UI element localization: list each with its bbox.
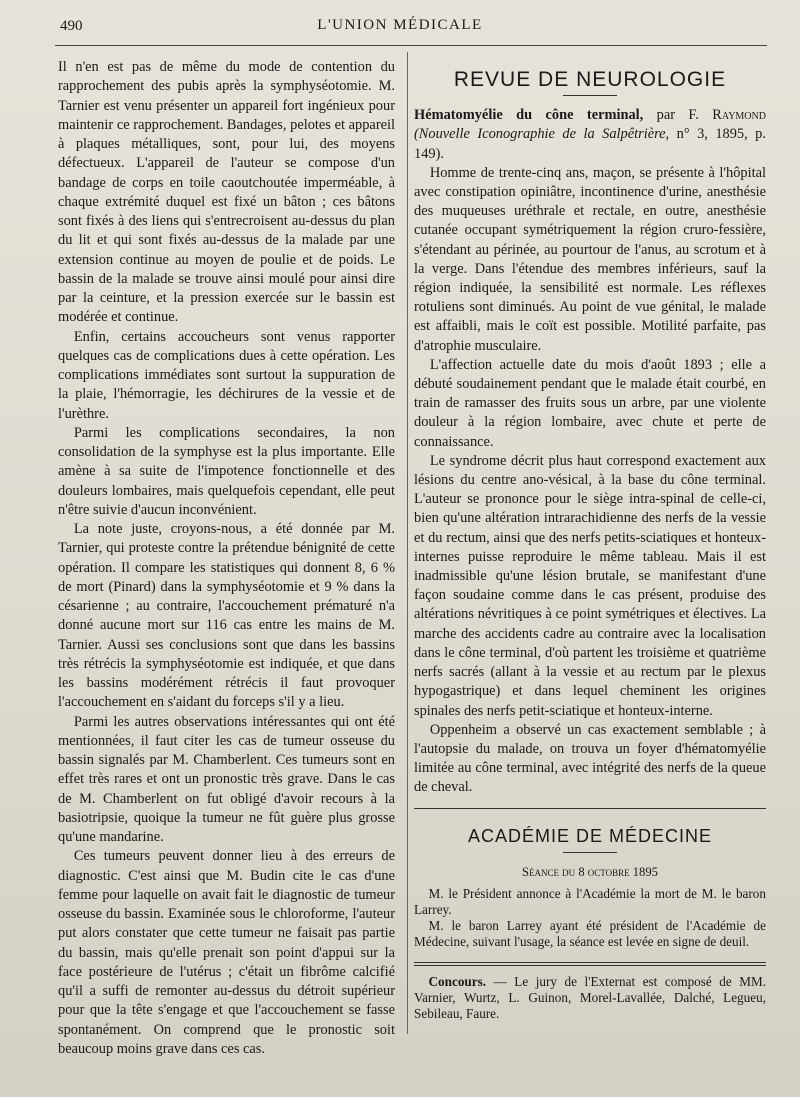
- left-paragraph-5: Parmi les autres observations intéressantes qui ont été mentionnées, il faut citer les cas de tumeur osseuse du bassin signalés par M. Chamberlent. Ces tumeurs sont en effet très rares et ont un pronostic très grave. Dans le cas de M. Chamberlent on fut obligé d'avoir recours à la basiotripsie, quoique la tumeur ne fût guère plus grosse qu'une mandarine.: [58, 713, 395, 845]
- academie-body: [414, 886, 766, 950]
- section-divider: [414, 808, 766, 809]
- academie-paragraph-1: M. le Président annonce à l'Académie la mort de M. le baron Larrey.: [414, 885, 766, 917]
- column-divider: [407, 52, 408, 1034]
- academie-section-title: ACADÉMIE DE MÉDECINE: [467, 825, 713, 846]
- neuro-paragraph-4: Oppenheim a observé un cas exactement semblable ; à l'autopsie du malade, on trouva un foyer d'hématomyélie limitée au cône terminal, avec intégrité des nerfs de la queue de cheval.: [414, 721, 766, 796]
- neuro-paragraph-2: L'affection actuelle date du mois d'août 1893 ; elle a débuté soudainement pendant que le malade était courbé, en train de ramasser des fruits sous un arbre, par une violente douleur à la région lombaire, avec chute et perte de connaissance.: [414, 356, 766, 450]
- page-number: 490: [60, 18, 83, 34]
- concours-text: — Le jury de l'Externat est composé de MM. Varnier, Wurtz, L. Guinon, Morel-Lavallée, Dalché, Legueu, Sebileau, Faure.: [414, 973, 767, 1021]
- article-by: par F.: [656, 107, 699, 124]
- left-paragraph-3: Parmi les complications secondaires, la non consolidation de la symphyse est la plus importante. Elle amène à sa suite de l'impotence fonctionnelle et des douleurs lombaires, mais quelquefois cependant, elle peut n'être suivie d'aucun inconvénient.: [58, 424, 395, 518]
- left-paragraph-1: Il n'en est pas de même du mode de contention du rapprochement des pubis après la symphyséotomie. M. Tarnier est venu présenter un appareil fort ingénieux pour maintenir ce rapprochement. Bandages, pelotes et appareil à plaques métalliques, sont, pour lui, des moyens défectueux. L'appareil de l'auteur se compose d'un bandage de corps en toile caoutchoutée imperméable, à chaque extrémité duquel est fixé un bâton ; ces bâtons sont fixés à des liens qui s'entrecroisent au-dessus du plan du lit et qui sont fixés au-dessus de la malade par une extension continue au moyen de poulie et de poids. Le bassin de la malade se trouve ainsi moulé pour ainsi dire par la ceinture, et la pression exercée sur le bassin est modérée et continue.: [58, 59, 395, 326]
- neuro-paragraph-3: Le syndrome décrit plus haut correspond exactement aux lésions du centre ano-vésical, à la base du cône terminal. L'auteur se prononce pour le siège intra-spinal de celle-ci, bien qu'une altération intrarachidienne des nerfs de la vessie et du rectum, ainsi que des nerfs petits-sciatiques et honteux-internes puisse reproduire le même tableau. Mais il est inadmissible qu'une lésion brutale, se manifestant d'une façon soudaine comme dans le cas présent, produise des altérations névritiques à ce point symétriques et électives. La marche des accidents cadre au contraire avec la localisation dans le cône terminal, d'où partent les troisième et quatrième nerfs sacrés (allant à la vessie et au rectum par le plexus hypogastrique) et dans lequel cheminent les origines spinales des nerfs petit-sciatique et honteux-interne.: [414, 452, 766, 719]
- double-rule: [414, 962, 766, 966]
- right-column: [414, 66, 766, 1022]
- section-title-rule: [563, 95, 617, 96]
- left-paragraph-2: Enfin, certains accoucheurs sont venus rapporter quelques cas de complications dues à cette opération. Les complications immédiates sont surtout la suppuration de la plaie, l'hémorragie, les déchirures de la vessie et de l'urèthre.: [58, 328, 395, 422]
- article-source: (Nouvelle Iconographie de la Salpêtrière,: [414, 126, 670, 143]
- academie-title-rule: [563, 852, 617, 853]
- neuro-paragraph-1: Homme de trente-cinq ans, maçon, se présente à l'hôpital avec constipation opiniâtre, incontinence d'urine, anesthésie des muqueuses uréthrale et rectale, en outre, anesthésie cutanée occupant symétriquement la région cruro-fessière, s'étendant au périnée, au pourtour de l'anus, au scrotum et à la verge. Dans l'étendue des membres inférieurs, sauf la région indiquée, la sensibilité est normale. Les réflexes rotuliens sont diminués. Au point de vue génital, le malade est affaibli, mais le coït est possible. Motilité parfaite, pas d'atrophie musculaire.: [414, 164, 766, 354]
- neurology-section-title: REVUE DE NEUROLOGIE: [453, 68, 727, 91]
- running-title: L'UNION MÉDICALE: [317, 17, 483, 33]
- seance-date: Séance du 8 octobre 1895: [522, 864, 658, 879]
- article-title: Hématomyélie du cône terminal,: [414, 107, 644, 124]
- left-paragraph-4: La note juste, croyons-nous, a été donnée par M. Tarnier, qui proteste contre la prétendue bénignité de cette opération. Il compare les statistiques qui donnent 8, 6 % de mort (Pinard) dans la symphyséotomie et 9 % dans la césarienne ; au contraire, l'accouchement prématuré n'a donné aucune mort sur 116 cas entre les mains de M. Tarnier. Aussi ses conclusions sont que dans les bassins très rétrécis la symphyséotomie est indiquée, et que dans les bassins modérément rétrécis il faut provoquer l'accouchement en s'aidant du forceps s'il y a lieu.: [58, 521, 395, 711]
- article-reference: n° 3, 1895, p. 149).: [414, 126, 766, 162]
- academie-paragraph-2: M. le baron Larrey ayant été président de l'Académie de Médecine, suivant l'usage, la séance est levée en signe de deuil.: [414, 917, 766, 949]
- concours-label: Concours.: [428, 973, 487, 989]
- left-paragraph-6: Ces tumeurs peuvent donner lieu à des erreurs de diagnostic. C'est ainsi que M. Budin cite le cas d'une femme pour laquelle on avait fait le diagnostic de tumeur osseuse du bassin. Examinée sous le chloroforme, l'auteur put alors constater que cette tumeur ne faisait pas partie du bassin, mais qu'elle prenait son point d'appui sur la face postérieure de l'utérus ; c'était un fibrôme calcifié qu'il a suffi de remonter au-dessus du détroit supérieur pour que la tête s'engage et que l'accouchement se fasse spontanément. On comprend que le pronostic soit beaucoup moins grave dans ces cas.: [58, 848, 395, 1057]
- header-rule: [55, 45, 767, 46]
- article-author: Raymond: [712, 107, 766, 124]
- left-column: [58, 58, 395, 1059]
- article-heading: [414, 106, 766, 164]
- concours-notice: [414, 974, 766, 1022]
